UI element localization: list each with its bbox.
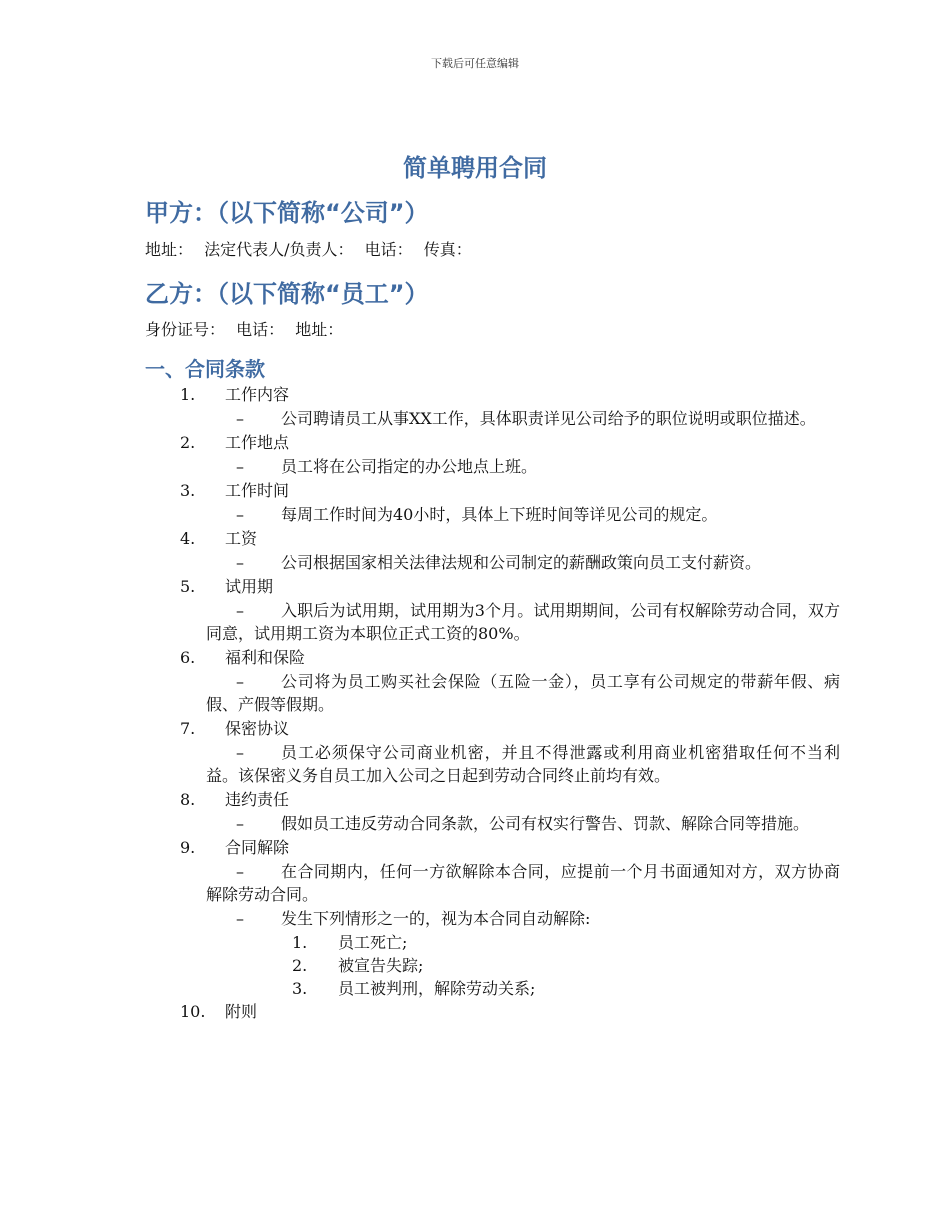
clause-point-text: 公司将为员工购买社会保险（五险一金），员工享有公司规定的带薪年假、病假、产假等假期。 bbox=[206, 672, 840, 714]
clause-number: 3. bbox=[180, 481, 196, 500]
clause-point-text: 公司根据国家相关法律法规和公司制定的薪酬政策向员工支付薪资。 bbox=[281, 553, 762, 572]
clause-item bbox=[0, 479, 950, 526]
sub-item-text: 员工被判刑，解除劳动关系; bbox=[338, 979, 536, 998]
dash-bullet: – bbox=[236, 743, 244, 762]
clause-number: 4. bbox=[180, 529, 196, 548]
clause-point-text: 假如员工违反劳动合同条款，公司有权实行警告、罚款、解除合同等措施。 bbox=[281, 814, 810, 833]
clause-point-text: 在合同期内，任何一方欲解除本合同，应提前一个月书面通知对方，双方协商解除劳动合同。 bbox=[206, 862, 840, 904]
sub-item-text: 被宣告失踪; bbox=[338, 956, 424, 975]
clause-item bbox=[0, 836, 950, 1000]
dash-bullet: – bbox=[236, 553, 244, 572]
dash-bullet: – bbox=[236, 672, 244, 691]
clause-label: 合同解除 bbox=[225, 838, 290, 857]
clause-point-text: 公司聘请员工从事XX工作，具体职责详见公司给予的职位说明或职位描述。 bbox=[281, 409, 816, 428]
dash-bullet: – bbox=[236, 601, 244, 620]
clause-item bbox=[0, 431, 950, 478]
clause-label: 试用期 bbox=[225, 577, 274, 596]
dash-bullet: – bbox=[236, 862, 244, 881]
clause-label: 违约责任 bbox=[225, 790, 290, 809]
clause-point bbox=[206, 812, 840, 835]
party-b-address-label: 地址： bbox=[295, 320, 344, 339]
clause-label: 保密协议 bbox=[225, 719, 290, 738]
clause-number: 6. bbox=[180, 648, 196, 667]
party-a-phone-label: 电话： bbox=[364, 240, 413, 259]
clause-item bbox=[0, 527, 950, 574]
clause-item bbox=[0, 383, 950, 430]
party-a-address-label: 地址： bbox=[145, 240, 194, 259]
party-b-heading: 乙方：（以下简称“员工”） bbox=[145, 280, 429, 308]
sub-item-text: 员工死亡; bbox=[338, 933, 408, 952]
clause-label: 福利和保险 bbox=[225, 648, 306, 667]
dash-bullet: – bbox=[236, 505, 244, 524]
clause-point bbox=[206, 455, 840, 478]
clause-item bbox=[0, 788, 950, 835]
sub-list-item bbox=[0, 954, 950, 977]
clause-point bbox=[206, 907, 840, 930]
clause-number: 10. bbox=[180, 1002, 206, 1021]
clause-point bbox=[206, 599, 840, 645]
document-title: 简单聘用合同 bbox=[403, 154, 547, 182]
party-a-info bbox=[145, 237, 478, 260]
clause-number: 9. bbox=[180, 838, 196, 857]
clause-item bbox=[0, 1000, 950, 1023]
clause-label: 工资 bbox=[225, 529, 258, 548]
clause-number: 8. bbox=[180, 790, 196, 809]
party-a-fax-label: 传真： bbox=[423, 240, 472, 259]
clause-list bbox=[0, 383, 950, 1024]
clause-point-text: 发生下列情形之一的，视为本合同自动解除: bbox=[281, 909, 591, 928]
sub-item-number: 2. bbox=[292, 956, 308, 975]
clause-point-text: 员工必须保守公司商业机密，并且不得泄露或利用商业机密猎取任何不当利益。该保密义务自员工加入公司之日起到劳动合同终止前均有效。 bbox=[206, 743, 840, 785]
dash-bullet: – bbox=[236, 457, 244, 476]
clause-label: 工作时间 bbox=[225, 481, 290, 500]
clause-item bbox=[0, 575, 950, 645]
clause-number: 2. bbox=[180, 433, 196, 452]
sub-list-item bbox=[0, 977, 950, 1000]
party-b-id-label: 身份证号： bbox=[145, 320, 226, 339]
page-header-note: 下载后可任意编辑 bbox=[431, 57, 519, 70]
dash-bullet: – bbox=[236, 909, 244, 928]
clause-item bbox=[0, 646, 950, 716]
clause-point-text: 员工将在公司指定的办公地点上班。 bbox=[281, 457, 538, 476]
sub-item-number: 3. bbox=[292, 979, 308, 998]
termination-conditions-list bbox=[0, 931, 950, 1000]
clause-point bbox=[206, 860, 840, 906]
party-a-representative-label: 法定代表人/负责人： bbox=[204, 240, 354, 259]
clause-point-text: 入职后为试用期，试用期为3个月。试用期期间，公司有权解除劳动合同，双方同意，试用期工资为本职位正式工资的80%。 bbox=[206, 601, 840, 643]
clause-label: 工作内容 bbox=[225, 385, 290, 404]
clause-item bbox=[0, 717, 950, 787]
clause-label: 工作地点 bbox=[225, 433, 290, 452]
clause-number: 5. bbox=[180, 577, 196, 596]
clause-point-text: 每周工作时间为40小时，具体上下班时间等详见公司的规定。 bbox=[281, 505, 718, 524]
sub-item-number: 1. bbox=[292, 933, 308, 952]
clause-label: 附则 bbox=[225, 1002, 258, 1021]
section-heading: 一、合同条款 bbox=[145, 357, 265, 381]
sub-list-item bbox=[0, 931, 950, 954]
dash-bullet: – bbox=[236, 814, 244, 833]
dash-bullet: – bbox=[236, 409, 244, 428]
clause-point bbox=[206, 551, 840, 574]
party-b-phone-label: 电话： bbox=[236, 320, 285, 339]
clause-point bbox=[206, 670, 840, 716]
clause-number: 7. bbox=[180, 719, 196, 738]
clause-point bbox=[206, 503, 840, 526]
party-a-heading: 甲方：（以下简称“公司”） bbox=[145, 199, 429, 227]
clause-number: 1. bbox=[180, 385, 196, 404]
clause-point bbox=[206, 407, 840, 430]
clause-point bbox=[206, 741, 840, 787]
party-b-info bbox=[145, 317, 349, 340]
